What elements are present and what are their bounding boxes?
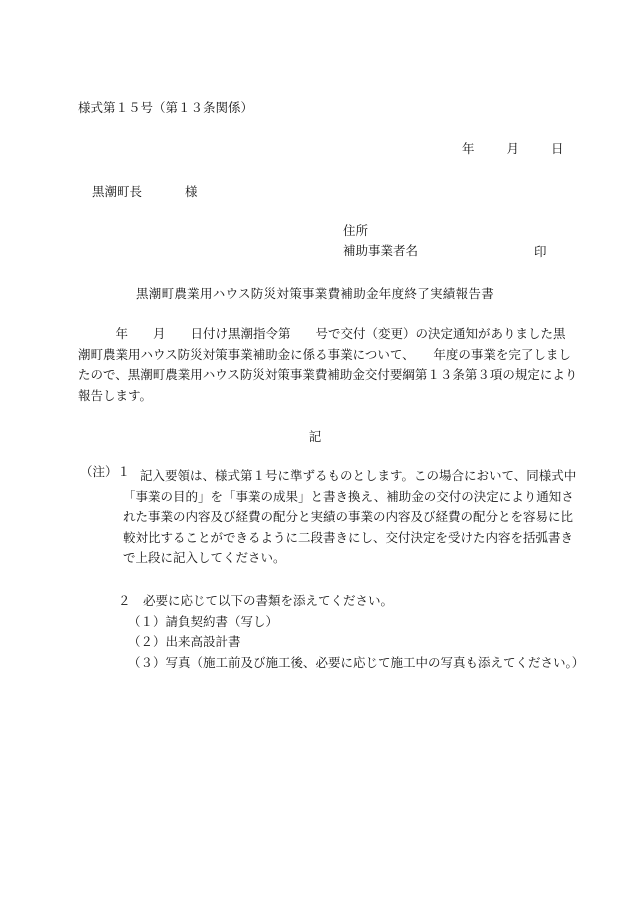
body-text: [78, 324, 578, 406]
note-1: [123, 466, 577, 569]
body-line: たので、黒潮町農業用ハウス防災対策事業費補助金交付要綱第１３条第３項の規定により: [78, 367, 578, 382]
date-day-label: 日: [551, 141, 564, 156]
addressee: [92, 186, 198, 199]
addressee-honorific: 様: [185, 184, 198, 199]
note-1-line: れた事業の内容及び経費の配分と実績の事業の内容及び経費の配分とを容易に比: [123, 509, 574, 524]
form-number: 様式第１５号（第１３条関係）: [78, 100, 254, 115]
ki-heading: 記: [308, 429, 322, 444]
note-2-line: ２ 必要に応じて以下の書類を添えてください。: [118, 593, 394, 608]
date-year-label: 年: [462, 141, 475, 156]
address-label: 住所: [343, 223, 369, 238]
note-1-line: で上段に記入してください。: [123, 550, 286, 565]
notes-label: （注）１: [80, 464, 131, 479]
seal-label: 印: [534, 244, 547, 259]
note-2-item: （１）請負契約書（写し）: [128, 613, 279, 629]
body-line: 年 月 日付け黒潮指令第 号で交付（変更）の決定通知がありました黒: [78, 326, 566, 341]
date-month-label: 月: [506, 141, 520, 156]
note-2-item: （３）写真（施工前及び施工後、必要に応じて施工中の写真も添えてください。）: [128, 654, 585, 670]
applicant-block: [343, 225, 418, 265]
note-1-line: 記入要領は、様式第１号に準ずるものとします。この場合において、同様式中: [140, 468, 577, 483]
note-1-line: 「事業の目的」を「事業の成果」と書き換え、補助金の交付の決定により通知さ: [123, 488, 574, 504]
addressee-name: 黒潮町長: [92, 184, 143, 199]
body-line: 報告します。: [78, 387, 153, 403]
note-2-item: （２）出来高設計書: [128, 634, 241, 649]
note-1-line: 較対比することができるように二段書きにし、交付決定を受けた内容を括弧書き: [123, 529, 574, 545]
note-2: [118, 591, 584, 673]
report-title: 黒潮町農業用ハウス防災対策事業費補助金年度終了実績報告書: [135, 286, 495, 301]
date-line: [462, 143, 564, 156]
body-line: 潮町農業用ハウス防災対策事業補助金に係る事業について、 年度の事業を完了しまし: [78, 346, 571, 362]
applicant-name-label: 補助事業者名: [343, 243, 419, 258]
